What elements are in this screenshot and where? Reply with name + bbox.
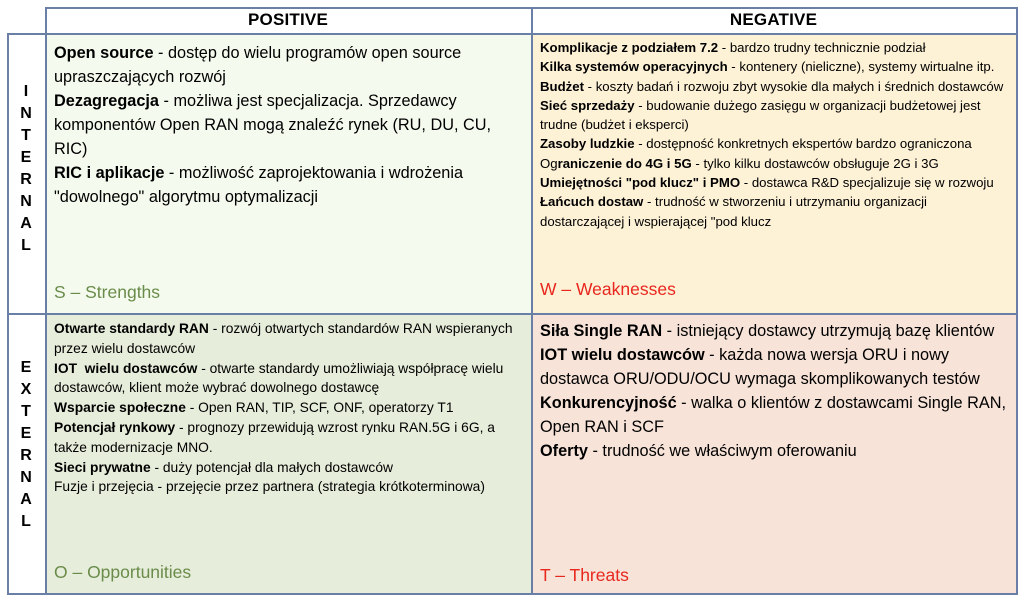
row-label-letter: X bbox=[20, 381, 32, 398]
list-item: Sieć sprzedaży - budowanie dużego zasięgu w organizacji budżetowej jest trudne (budżet i eksperci) bbox=[540, 97, 981, 133]
row-label-internal bbox=[7, 33, 45, 313]
row-label-letter: N bbox=[20, 193, 32, 210]
border-row-1 bbox=[7, 33, 1017, 35]
quadrant-opportunities bbox=[45, 313, 531, 593]
border-left bbox=[7, 33, 9, 594]
list-item: Łańcuch dostaw - trudność w stworzeniu i utrzymaniu organizacji dostarczającej i wspierającej "pod klucz bbox=[540, 194, 927, 229]
list-item: Kilka systemów operacyjnych - kontenery (nieliczne), systemy wirtualne itp. bbox=[540, 59, 995, 75]
list-item: Budżet - koszty badań i rozwoju zbyt wysokie dla małych i średnich dostawców bbox=[540, 78, 1004, 94]
border-middle bbox=[531, 7, 533, 594]
row-label-letter: I bbox=[23, 83, 29, 100]
row-label-letter: N bbox=[20, 105, 32, 122]
list-item: IOT wielu dostawców - otwarte standardy umożliwiają współpracę wielu dostawców, klient może wybrać dowolnego dostawcę bbox=[54, 360, 504, 396]
list-item: Open source - dostęp do wielu programów open source upraszczających rozwój bbox=[54, 44, 462, 86]
list-item: Konkurencyjność - walka o klientów z dostawcami Single RAN, Open RAN i SCF bbox=[540, 394, 1006, 436]
strengths-list bbox=[54, 41, 523, 209]
row-label-letter: L bbox=[21, 513, 31, 530]
header-negative bbox=[531, 7, 1016, 33]
row-label-letter: A bbox=[20, 491, 32, 508]
row-label-letter: N bbox=[20, 469, 32, 486]
strengths-label: S – Strengths bbox=[54, 282, 161, 302]
quadrant-threats bbox=[531, 313, 1016, 593]
row-label-letter: R bbox=[20, 447, 32, 464]
list-item: Umiejętności "pod klucz" i PMO - dostawca R&D specjalizuje się w rozwoju bbox=[540, 175, 994, 191]
border-label-col bbox=[45, 7, 47, 594]
row-label-letter: E bbox=[20, 149, 32, 166]
row-label-letter: E bbox=[20, 359, 32, 376]
row-label-letter: A bbox=[20, 215, 32, 232]
quadrant-weaknesses bbox=[531, 33, 1016, 313]
opportunities-list bbox=[54, 319, 523, 497]
border-right bbox=[1016, 7, 1018, 595]
list-item: Potencjał rynkowy - prognozy przewidują wzrost rynku RAN.5G i 6G, a także modernizacje MNO. bbox=[54, 419, 495, 455]
header-positive-label: POSITIVE bbox=[247, 10, 328, 29]
header-negative-label: NEGATIVE bbox=[729, 10, 818, 29]
border-bottom bbox=[7, 593, 1018, 595]
list-item: Fuzje i przejęcia - przejęcie przez partnera (strategia krótkoterminowa) bbox=[54, 479, 485, 495]
header-positive bbox=[45, 7, 531, 33]
list-item: Siła Single RAN - istniejący dostawcy utrzymują bazę klientów bbox=[540, 322, 995, 340]
row-label-letter: R bbox=[20, 171, 32, 188]
border-row-2 bbox=[7, 313, 1017, 315]
list-item: Dezagregacja - możliwa jest specjalizacja. Sprzedawcy komponentów Open RAN mogą znaleźć rynek (RU, DU, CU, RIC) bbox=[54, 92, 492, 158]
row-label-external bbox=[7, 313, 45, 593]
list-item: Komplikacje z podziałem 7.2 - bardzo trudny technicznie podział bbox=[540, 40, 926, 55]
threats-label: T – Threats bbox=[540, 565, 629, 585]
row-label-letter: E bbox=[20, 425, 32, 442]
list-item: Otwarte standardy RAN - rozwój otwartych standardów RAN wspieranych przez wielu dostawców bbox=[54, 321, 513, 356]
list-item: Sieci prywatne - duży potencjał dla małych dostawców bbox=[54, 459, 393, 475]
list-item: Zasoby ludzkie - dostępność konkretnych ekspertów bardzo ograniczona bbox=[540, 136, 972, 152]
list-item: RIC i aplikacje - możliwość zaprojektowania i wdrożenia "dowolnego" algorytmu optymalizacji bbox=[54, 164, 464, 206]
threats-list bbox=[540, 319, 1008, 463]
list-item: Wsparcie społeczne - Open RAN, TIP, SCF, ONF, operatorzy T1 bbox=[54, 400, 454, 416]
weaknesses-label: W – Weaknesses bbox=[540, 279, 676, 299]
list-item: Oferty - trudność we właściwym oferowaniu bbox=[540, 442, 857, 460]
list-item: Ograniczenie do 4G i 5G - tylko kilku dostawców obsługuje 2G i 3G bbox=[540, 155, 939, 171]
quadrant-strengths bbox=[45, 33, 531, 313]
opportunities-label: O – Opportunities bbox=[54, 562, 192, 582]
weaknesses-list bbox=[540, 38, 1008, 231]
row-label-letter: T bbox=[21, 127, 31, 144]
row-label-letter: T bbox=[21, 403, 31, 420]
row-label-letter: L bbox=[21, 237, 31, 254]
list-item: IOT wielu dostawców - każda nowa wersja ORU i nowy dostawca ORU/ODU/OCU wymaga skomplikowanych testów bbox=[540, 346, 980, 388]
